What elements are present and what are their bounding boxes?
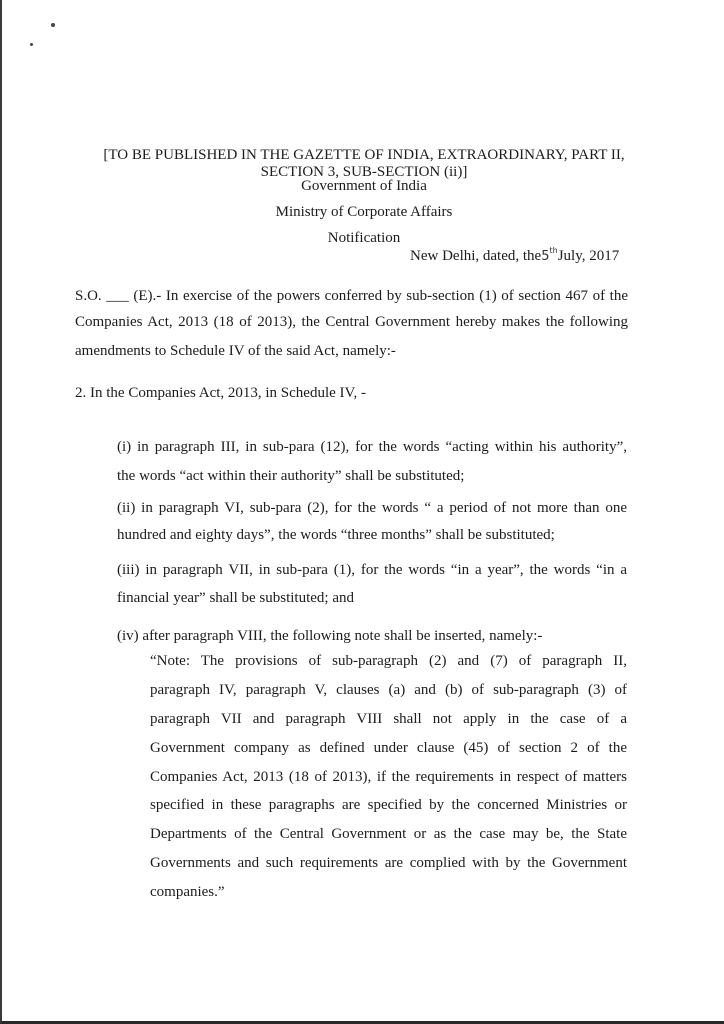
document-type: Notification: [327, 230, 401, 246]
preamble-line-2: Companies Act, 2013 (18 of 2013), the Central Government hereby makes the following: [75, 314, 628, 330]
item-ii-line-2: hundred and eighty days”, the words “three months” shall be substituted;: [117, 527, 555, 543]
note-line-8: Governments and such requirements are complied with by the Government: [150, 855, 627, 871]
scan-speck: [30, 43, 33, 46]
note-line-6: specified in these paragraphs are specified by the concerned Ministries or: [150, 797, 627, 813]
note-line-7: Departments of the Central Government or as the case may be, the State: [150, 826, 627, 842]
publication-line-1: [TO BE PUBLISHED IN THE GAZETTE OF INDIA, EXTRAORDINARY, PART II,: [103, 147, 625, 163]
government-name: Government of India: [301, 178, 427, 194]
preamble-line-1: S.O. ___ (E).- In exercise of the powers conferred by sub-section (1) of section 467 of the: [75, 288, 628, 304]
handwritten-day: 5: [541, 249, 550, 264]
scan-speck: [51, 23, 55, 27]
note-line-4: Government company as defined under clause (45) of section 2 of the: [150, 740, 627, 756]
item-i-line-2: the words “act within their authority” shall be substituted;: [117, 468, 465, 484]
note-line-2: paragraph IV, paragraph V, clauses (a) and (b) of sub-paragraph (3) of: [150, 682, 627, 698]
handwritten-day-suffix: th: [549, 246, 558, 255]
dateline: [410, 248, 619, 265]
dateline-prefix: New Delhi, dated, the: [410, 248, 542, 264]
item-iii-line-2: financial year” shall be substituted; and: [117, 590, 355, 606]
note-line-5: Companies Act, 2013 (18 of 2013), if the requirements in respect of matters: [150, 769, 627, 785]
ministry-name: Ministry of Corporate Affairs: [275, 204, 453, 220]
item-iii-line-1: (iii) in paragraph VII, in sub-para (1), for the words “in a year”, the words “in a: [117, 562, 627, 578]
dateline-suffix: July, 2017: [557, 248, 620, 264]
publication-line-2: SECTION 3, SUB-SECTION (ii)]: [260, 164, 468, 180]
preamble-line-3: amendments to Schedule IV of the said Act, namely:-: [75, 343, 396, 359]
item-ii-line-1: (ii) in paragraph VI, sub-para (2), for the words “ a period of not more than one: [117, 500, 627, 516]
note-line-1: “Note: The provisions of sub-paragraph (2) and (7) of paragraph II,: [150, 653, 627, 669]
item-i-line-1: (i) in paragraph III, in sub-para (12), for the words “acting within his authority”,: [117, 439, 627, 455]
section-2-heading: 2. In the Companies Act, 2013, in Schedule IV, -: [75, 385, 366, 401]
item-iv-line-1: (iv) after paragraph VIII, the following note shall be inserted, namely:-: [117, 628, 543, 644]
note-line-9: companies.”: [150, 884, 225, 900]
note-line-3: paragraph VII and paragraph VIII shall not apply in the case of a: [150, 711, 627, 727]
